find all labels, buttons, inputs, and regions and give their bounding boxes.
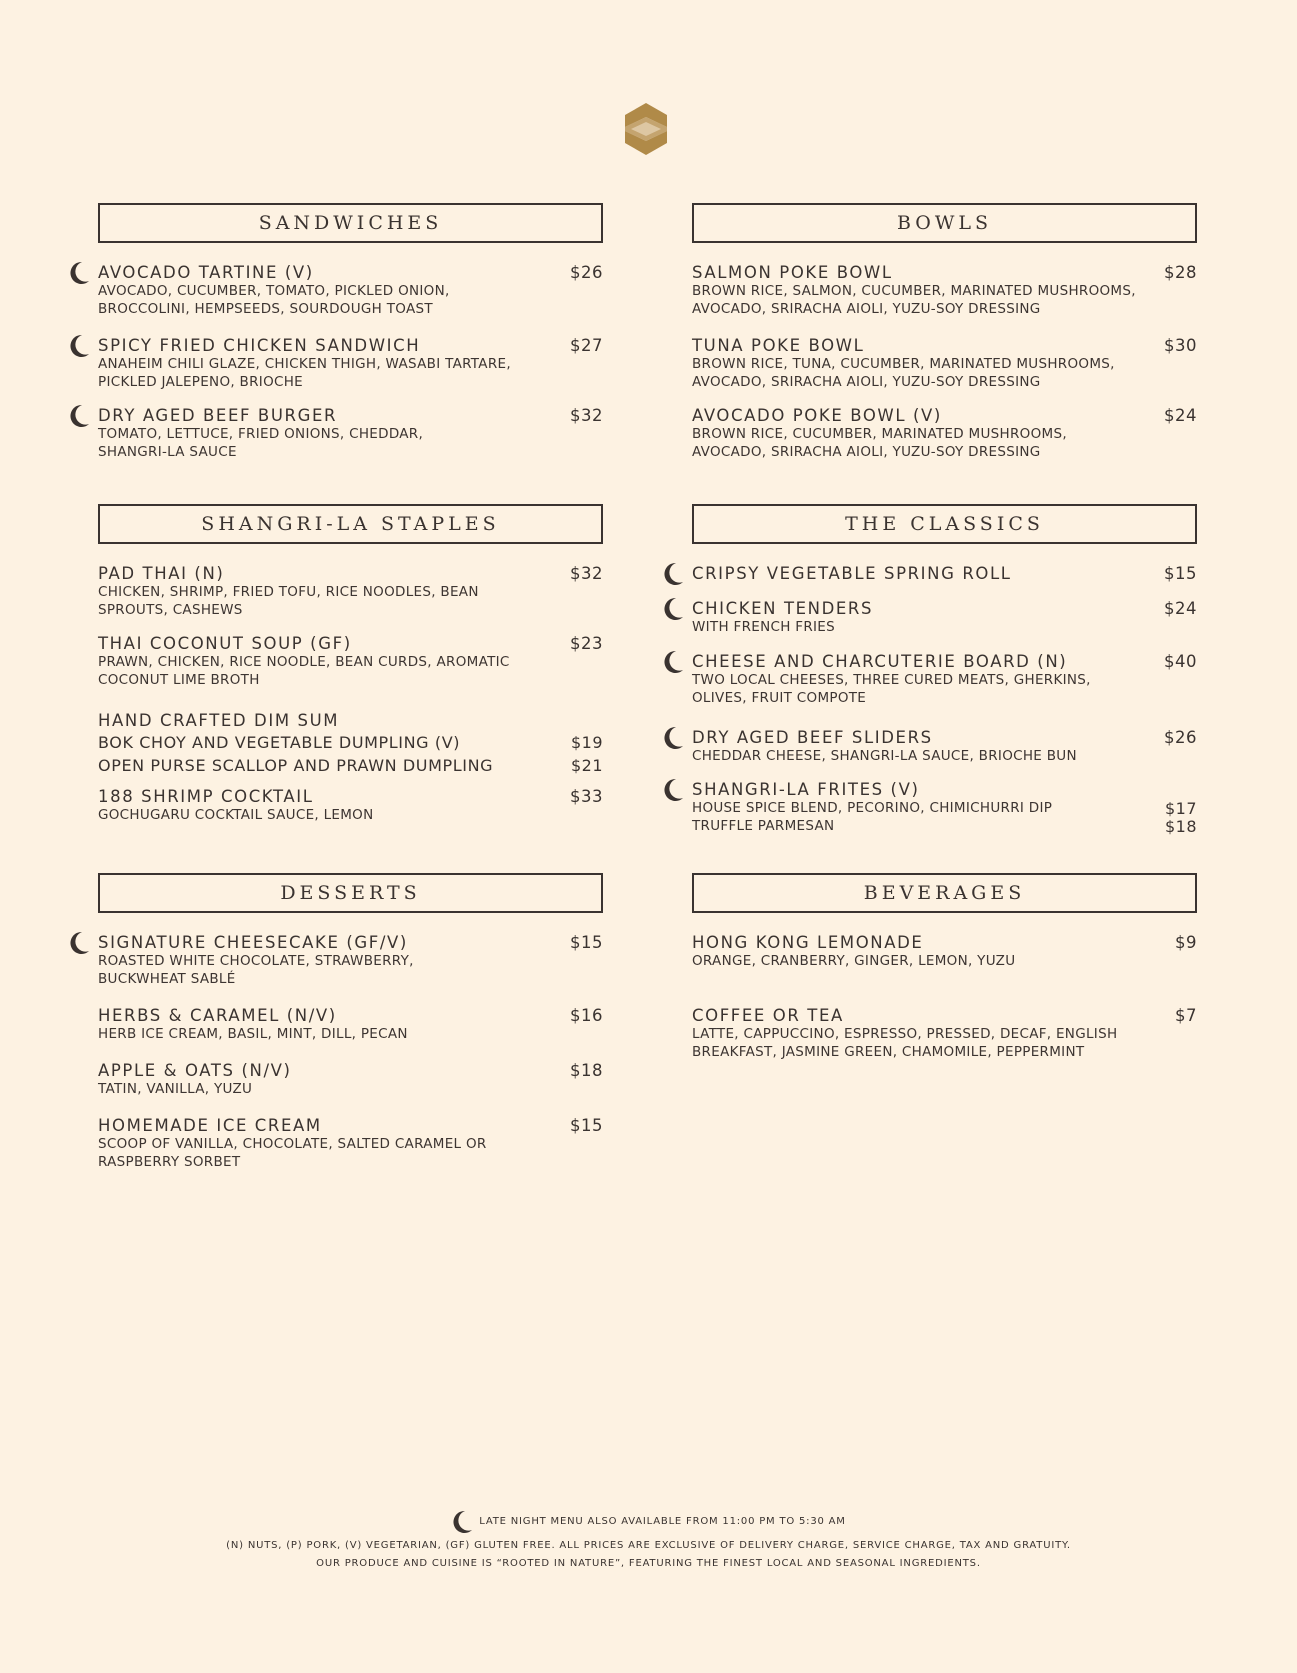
menu-item-name: AVOCADO POKE BOWL (V) [692, 406, 942, 425]
menu-item [98, 564, 603, 620]
section-title: SANDWICHES [98, 203, 603, 243]
menu-item-description: BROWN RICE, TUNA, CUCUMBER, MARINATED MUSHROOMS, [692, 356, 1115, 372]
menu-item-price: $26 [570, 263, 603, 282]
menu-item-name: SALMON POKE BOWL [692, 263, 893, 282]
menu-item-header [98, 1061, 603, 1081]
menu-item [98, 263, 603, 319]
menu-section [98, 203, 603, 460]
menu-item-name: HOMEMADE ICE CREAM [98, 1116, 322, 1135]
menu-item-description: SHANGRI-LA SAUCE [98, 444, 237, 460]
late-night-moon-icon [662, 778, 684, 802]
menu-item-option [692, 817, 1197, 836]
late-night-moon-icon [662, 650, 684, 674]
menu-item-price: $27 [570, 336, 603, 355]
shangri-la-emblem-icon [625, 103, 667, 155]
menu-item-price: $18 [570, 1061, 603, 1080]
late-night-moon-icon [662, 726, 684, 750]
menu-item-description: BROCCOLINI, HEMPSEEDS, SOURDOUGH TOAST [98, 301, 433, 317]
menu-item-header [692, 780, 1197, 800]
menu-item-price: $9 [1175, 933, 1197, 952]
menu-item-name: HERBS & CARAMEL (N/V) [98, 1006, 337, 1025]
menu-item-description: SCOOP OF VANILLA, CHOCOLATE, SALTED CARAMEL OR [98, 1136, 487, 1152]
late-night-moon-icon [68, 931, 90, 955]
menu-item [692, 1006, 1197, 1062]
menu-item-description: TWO LOCAL CHEESES, THREE CURED MEATS, GHERKINS, [692, 672, 1091, 688]
menu-subitem-name: BOK CHOY AND VEGETABLE DUMPLING (V) [98, 733, 461, 752]
late-night-moon-icon [451, 1510, 473, 1534]
menu-item-header [692, 406, 1197, 426]
menu-item-description: PICKLED JALEPENO, BRIOCHE [98, 374, 304, 390]
menu-section [692, 504, 1197, 836]
menu-item-header [692, 564, 1197, 584]
menu-item-name: 188 SHRIMP COCKTAIL [98, 787, 314, 806]
menu-item-description: WITH FRENCH FRIES [692, 619, 835, 635]
menu-item-header [98, 1006, 603, 1026]
section-title: DESSERTS [98, 873, 603, 913]
menu-subitem-name: OPEN PURSE SCALLOP AND PRAWN DUMPLING [98, 756, 494, 775]
menu-item-description: HERB ICE CREAM, BASIL, MINT, DILL, PECAN [98, 1026, 408, 1042]
menu-section [692, 203, 1197, 460]
menu-item-description: BROWN RICE, CUCUMBER, MARINATED MUSHROOMS, [692, 426, 1067, 442]
menu-subitem-price: $19 [570, 733, 603, 752]
menu-item-description: BREAKFAST, JASMINE GREEN, CHAMOMILE, PEPPERMINT [692, 1044, 1085, 1060]
menu-item-price: $30 [1164, 336, 1197, 355]
menu-item-name: PAD THAI (N) [98, 564, 225, 583]
menu-item-description: CHEDDAR CHEESE, SHANGRI-LA SAUCE, BRIOCHE BUN [692, 748, 1077, 764]
menu-item-option [692, 799, 1197, 818]
menu-subitem [98, 731, 603, 754]
late-night-moon-icon [662, 597, 684, 621]
menu-item-price: $32 [570, 406, 603, 425]
menu-item [692, 933, 1197, 971]
menu-item-description: ROASTED WHITE CHOCOLATE, STRAWBERRY, [98, 953, 414, 969]
menu-item-price: $16 [570, 1006, 603, 1025]
menu-item [692, 406, 1197, 462]
menu-item [98, 634, 603, 690]
menu-item-price: $24 [1164, 599, 1197, 618]
menu-item-name: CHICKEN TENDERS [692, 599, 874, 618]
menu-item-header [692, 652, 1197, 672]
produce-note: OUR PRODUCE AND CUISINE IS “ROOTED IN NATURE”, FEATURING THE FINEST LOCAL AND SEASONAL INGREDIENTS. [316, 1558, 981, 1569]
menu-item-price: $24 [1164, 406, 1197, 425]
menu-item-name: SIGNATURE CHEESECAKE (GF/V) [98, 933, 408, 952]
late-night-note: LATE NIGHT MENU ALSO AVAILABLE FROM 11:00 PM TO 5:30 AM [479, 1516, 846, 1527]
menu-item [98, 787, 603, 825]
menu-subitem [98, 754, 603, 777]
menu-item-description: AVOCADO, SRIRACHA AIOLI, YUZU-SOY DRESSING [692, 301, 1041, 317]
menu-item-header [692, 336, 1197, 356]
menu-item-name: CRIPSY VEGETABLE SPRING ROLL [692, 564, 1012, 583]
menu-item [692, 564, 1197, 584]
menu-item-header [98, 564, 603, 584]
late-night-moon-icon [662, 562, 684, 586]
section-title: THE CLASSICS [692, 504, 1197, 544]
menu-subitem-price: $21 [570, 756, 603, 775]
menu-item-description: AVOCADO, CUCUMBER, TOMATO, PICKLED ONION, [98, 283, 450, 299]
menu-item-option-text: TRUFFLE PARMESAN [692, 818, 835, 834]
menu-item [98, 1116, 603, 1172]
menu-item-header [692, 933, 1197, 953]
menu-item-header [98, 634, 603, 654]
menu-item-description: BROWN RICE, SALMON, CUCUMBER, MARINATED MUSHROOMS, [692, 283, 1136, 299]
menu-item-header [98, 263, 603, 283]
menu-item-option-price: $18 [1164, 817, 1197, 836]
late-night-moon-icon [68, 261, 90, 285]
menu-item-name: DRY AGED BEEF BURGER [98, 406, 338, 425]
menu-item-header [692, 1006, 1197, 1026]
menu-item-price: $7 [1175, 1006, 1197, 1025]
menu-item [98, 1061, 603, 1099]
menu-item-header [98, 933, 603, 953]
menu-item-header [98, 787, 603, 807]
menu-item-header [692, 599, 1197, 619]
menu-item-option-text: HOUSE SPICE BLEND, PECORINO, CHIMICHURRI DIP [692, 800, 1053, 816]
menu-item-name: DRY AGED BEEF SLIDERS [692, 728, 933, 747]
menu-item-description: GOCHUGARU COCKTAIL SAUCE, LEMON [98, 807, 374, 823]
menu-item-description: ANAHEIM CHILI GLAZE, CHICKEN THIGH, WASABI TARTARE, [98, 356, 511, 372]
menu-item-name: SPICY FRIED CHICKEN SANDWICH [98, 336, 421, 355]
menu-item-option-price: $17 [1164, 799, 1197, 818]
menu-item-price: $33 [570, 787, 603, 806]
menu-section [98, 873, 603, 1170]
menu-item [98, 406, 603, 462]
menu-item-price: $32 [570, 564, 603, 583]
menu-item-header [98, 406, 603, 426]
menu-item-header [98, 1116, 603, 1136]
menu-item-description: CHICKEN, SHRIMP, FRIED TOFU, RICE NOODLES, BEAN [98, 584, 479, 600]
menu-footer [0, 1510, 1297, 1573]
menu-item-name: COFFEE OR TEA [692, 1006, 844, 1025]
menu-item-description: RASPBERRY SORBET [98, 1154, 241, 1170]
menu-item-header [98, 711, 603, 731]
menu-item-price: $15 [570, 933, 603, 952]
menu-item-name: APPLE & OATS (N/V) [98, 1061, 292, 1080]
menu-item-name: TUNA POKE BOWL [692, 336, 865, 355]
menu-item-price: $15 [570, 1116, 603, 1135]
menu-item-name: THAI COCONUT SOUP (GF) [98, 634, 352, 653]
menu-item-header [692, 728, 1197, 748]
menu-item-description: LATTE, CAPPUCCINO, ESPRESSO, PRESSED, DECAF, ENGLISH [692, 1026, 1118, 1042]
menu-item [692, 599, 1197, 637]
menu-item-description: BUCKWHEAT SABLÉ [98, 971, 236, 987]
menu-item-description: AVOCADO, SRIRACHA AIOLI, YUZU-SOY DRESSING [692, 374, 1041, 390]
menu-item [98, 336, 603, 392]
menu-item-name: AVOCADO TARTINE (V) [98, 263, 314, 282]
menu-item [98, 711, 603, 777]
menu-item-description: AVOCADO, SRIRACHA AIOLI, YUZU-SOY DRESSING [692, 444, 1041, 460]
menu-item-description: COCONUT LIME BROTH [98, 672, 260, 688]
section-title: BEVERAGES [692, 873, 1197, 913]
section-title: SHANGRI-LA STAPLES [98, 504, 603, 544]
menu-section [98, 504, 603, 823]
menu-item [692, 728, 1197, 766]
menu-item-price: $15 [1164, 564, 1197, 583]
menu-item-description: SPROUTS, CASHEWS [98, 602, 243, 618]
menu-item-description: PRAWN, CHICKEN, RICE NOODLE, BEAN CURDS, AROMATIC [98, 654, 510, 670]
menu-item [692, 652, 1197, 708]
menu-item-price: $26 [1164, 728, 1197, 747]
menu-item [692, 336, 1197, 392]
menu-item-name: HAND CRAFTED DIM SUM [98, 711, 340, 730]
menu-item-name: HONG KONG LEMONADE [692, 933, 924, 952]
menu-item-description: OLIVES, FRUIT COMPOTE [692, 690, 867, 706]
menu-item-price: $40 [1164, 652, 1197, 671]
menu-section [692, 873, 1197, 1060]
menu-item [692, 780, 1197, 836]
menu-item-description: ORANGE, CRANBERRY, GINGER, LEMON, YUZU [692, 953, 1016, 969]
menu-item [98, 1006, 603, 1044]
menu-item-name: CHEESE AND CHARCUTERIE BOARD (N) [692, 652, 1068, 671]
late-night-moon-icon [68, 334, 90, 358]
menu-item-price: $23 [570, 634, 603, 653]
menu-item [692, 263, 1197, 319]
menu-item-price: $28 [1164, 263, 1197, 282]
menu-item-description: TOMATO, LETTUCE, FRIED ONIONS, CHEDDAR, [98, 426, 424, 442]
menu-item-header [692, 263, 1197, 283]
menu-item-name: SHANGRI-LA FRITES (V) [692, 780, 920, 799]
late-night-moon-icon [68, 404, 90, 428]
dietary-legend: (N) NUTS, (P) PORK, (V) VEGETARIAN, (GF) GLUTEN FREE. ALL PRICES ARE EXCLUSIVE OF DELIVERY CHARGE, SERVICE CHARGE, TAX AND GRATUITY. [226, 1540, 1071, 1551]
menu-item [98, 933, 603, 989]
menu-item-description: TATIN, VANILLA, YUZU [98, 1081, 253, 1097]
menu-item-header [98, 336, 603, 356]
section-title: BOWLS [692, 203, 1197, 243]
